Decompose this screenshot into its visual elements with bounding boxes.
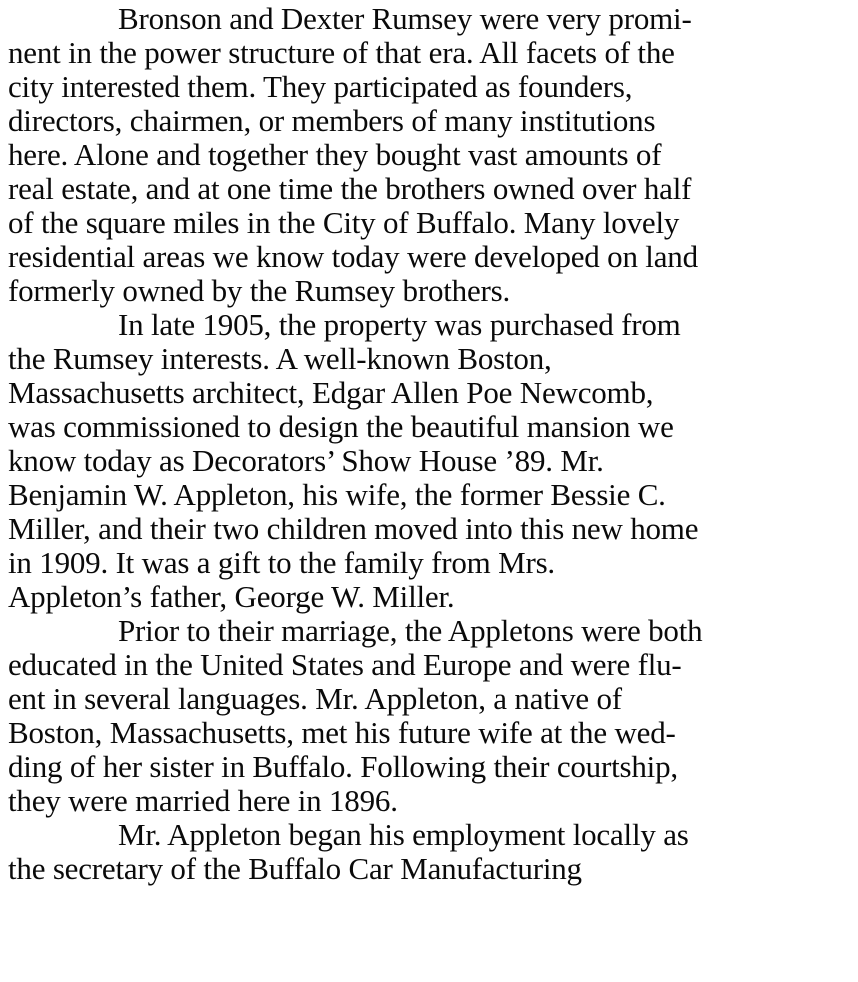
text-line: know today as Decorators’ Show House ’89. Mr. — [8, 443, 604, 478]
text-line: Bronson and Dexter Rumsey were very promi- — [118, 1, 692, 36]
text-line: ding of her sister in Buffalo. Following their courtship, — [8, 749, 678, 784]
text-line: directors, chairmen, or members of many institutions — [8, 103, 656, 138]
text-line: In late 1905, the property was purchased from — [118, 307, 681, 342]
text-line: they were married here in 1896. — [8, 783, 398, 818]
text-line: in 1909. It was a gift to the family from Mrs. — [8, 545, 555, 580]
text-line: nent in the power structure of that era. All facets of the — [8, 35, 675, 70]
text-line: the Rumsey interests. A well-known Boston, — [8, 341, 552, 376]
text-line: of the square miles in the City of Buffalo. Many lovely — [8, 205, 680, 240]
text-line: residential areas we know today were developed on land — [8, 239, 698, 274]
text-line: ent in several languages. Mr. Appleton, a native of — [8, 681, 622, 716]
text-line: Miller, and their two children moved into this new home — [8, 511, 699, 546]
text-line: the secretary of the Buffalo Car Manufacturing — [8, 851, 582, 886]
text-line: Boston, Massachusetts, met his future wife at the wed- — [8, 715, 676, 750]
text-line: real estate, and at one time the brothers owned over half — [8, 171, 692, 206]
text-line: here. Alone and together they bought vast amounts of — [8, 137, 662, 172]
text-line: Appleton’s father, George W. Miller. — [8, 579, 455, 614]
text-line: Benjamin W. Appleton, his wife, the former Bessie C. — [8, 477, 666, 512]
document-page — [8, 0, 848, 982]
text-line: Massachusetts architect, Edgar Allen Poe Newcomb, — [8, 375, 654, 410]
text-line: was commissioned to design the beautiful mansion we — [8, 409, 674, 444]
text-line: city interested them. They participated as founders, — [8, 69, 633, 104]
text-line: Mr. Appleton began his employment locally as — [118, 817, 689, 852]
text-line: Prior to their marriage, the Appletons were both — [118, 613, 703, 648]
text-line: educated in the United States and Europe and were flu- — [8, 647, 682, 682]
text-line: formerly owned by the Rumsey brothers. — [8, 273, 511, 308]
